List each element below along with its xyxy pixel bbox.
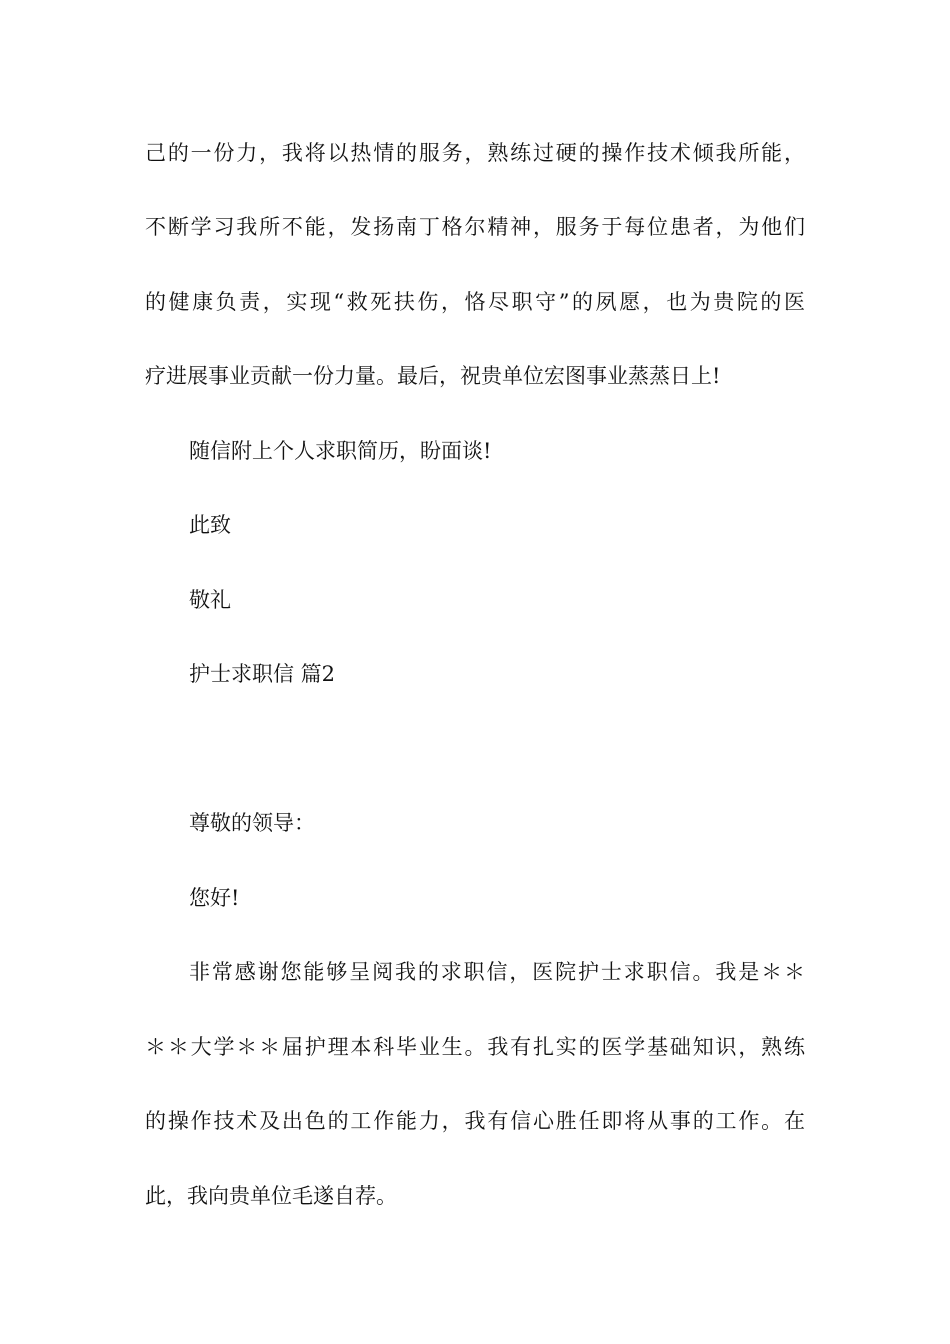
section-title: 护士求职信 篇2 [189,662,336,686]
paragraph-line: 的操作技术及出色的工作能力，我有信心胜任即将从事的工作。在 [145,1109,805,1133]
paragraph-line: 不断学习我所不能，发扬南丁格尔精神，服务于每位患者，为他们 [145,215,805,239]
paragraph-line: 非常感谢您能够呈阅我的求职信，医院护士求职信。我是＊＊ [189,960,805,984]
greeting: 您好! [189,886,240,910]
paragraph-line: ＊＊大学＊＊届护理本科毕业生。我有扎实的医学基础知识，熟练 [145,1035,805,1059]
paragraph-line: 己的一份力，我将以热情的服务，熟练过硬的操作技术倾我所能， [145,141,805,165]
closing-jingli: 敬礼 [189,588,231,612]
paragraph-line: 此，我向贵单位毛遂自荐。 [145,1184,397,1208]
attachment-note: 随信附上个人求职简历，盼面谈! [189,439,492,463]
closing-cizhi: 此致 [189,513,231,537]
salutation: 尊敬的领导： [189,811,315,835]
paragraph-line: 的健康负责，实现“救死扶伤，恪尽职守”的夙愿，也为贵院的医 [145,290,805,314]
paragraph-line: 疗进展事业贡献一份力量。最后，祝贵单位宏图事业蒸蒸日上! [145,364,721,388]
